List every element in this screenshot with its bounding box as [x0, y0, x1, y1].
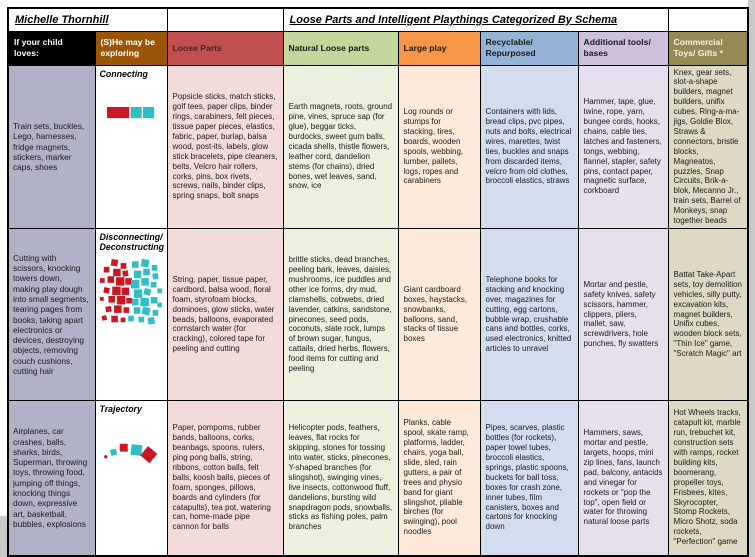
header-commercial-toys-gifts: Commercial Toys/ Gifts *	[668, 31, 748, 65]
cell-large-play: Giant cardboard boxes, haystacks, snowbanks, balloons, sand, stacks of tissue boxes	[398, 229, 480, 401]
cell-recyclable: Containers with lids, bread clips, pvc pipes, nuts and bolts, electrical wires, marettes, twist ties, buckles and snaps from discarded items, velcro from old clothes, broccoli elastics, straws	[480, 65, 578, 229]
header-natural-loose-parts: Natural Loose parts	[283, 31, 398, 65]
cell-natural: Helicopter pods, feathers, leaves, flat rocks for skipping, stones for tossing into water, sticks, pinecones, Y-shaped branches (for slingshot), swinging vines, live insects, cottonwood fluff, dandelions, bursting wild snapdragon pods, snowballs, sticks as fishing poles, palm branches	[283, 401, 398, 556]
connecting-blocks-icon	[97, 105, 166, 121]
cell-schema	[95, 65, 167, 229]
title-row	[8, 8, 748, 31]
cell-commercial: Hot Wheels tracks, catapult kit, marble run, trebuchet kit, construction sets with ramps, rocket building kits, boomerang, propeller toys, Frisbees, kites, Skyrocopter, Stomp Rockets, Micro Shotz, soda rockets, "Perfection" game	[668, 401, 748, 556]
author-name: Michelle Thornhill	[8, 8, 167, 31]
title-spacer-cell	[167, 8, 283, 31]
deconstructing-scatter-icon	[97, 256, 166, 336]
cell-loose-parts: Popsicle sticks, match sticks, golf tees, paper clips, binder rings, carabiners, felt pieces, tissue paper pieces, elastics, fabric, paper, burlap, balsa wood, post-its, labels, glow stick bracelets, pipe cleaners, belts, Velcro hair rollers, corks, pins, box rivets, screws, nails, binder clips, spring snaps, bolt snaps	[167, 65, 283, 229]
header-large-play: Large play	[398, 31, 480, 65]
page-title: Loose Parts and Intelligent Playthings Categorized By Schema	[283, 8, 668, 31]
cell-large-play: Log rounds or stumps for stacking, tires, boards, wooden spools, webbing, lumber, pallets, logs, ropes and carabiners	[398, 65, 480, 229]
cell-commercial: Battat Take-Apart sets, toy demolition vehicles, silly putty, excavation kits, magnet builders, Unifix cubes, wooden block sets, "Thin Ice" game, "Scratch Magic" art	[668, 229, 748, 401]
table-row-trajectory	[8, 401, 748, 556]
header-recyclable-repurposed: Recyclable/ Repurposed	[480, 31, 578, 65]
title-spacer-cell	[668, 8, 748, 31]
schema-table	[7, 7, 749, 557]
header-additional-tools-bases: Additional tools/ bases	[578, 31, 668, 65]
cell-large-play: Planks, cable spool, skate ramp, platforms, ladder, chairs, yoga ball, slide, sled, rain gutters, a pair of trees and physio band for giant slingshot, pliable birches (for swinging), pool noodles	[398, 401, 480, 556]
cell-tools: Mortar and pestle, safety knives, safety scissors, hammer, clippers, pliers, mallet, saw, screwdrivers, hole punches, fly swatters	[578, 229, 668, 401]
cell-commercial: Knex, gear sets, slot-a-shape builders, magnet builders, unifix cubes, Ring-a-ma-jigs, Goldie Blox, Straws & connectors, bristle blocks, Magneatos, puzzles, Snap Circuits, Brik-a-blok, Mecanno Jr., train sets, Barrel of Monkeys, snap together beads	[668, 65, 748, 229]
schema-name: Connecting	[99, 68, 148, 79]
cell-recyclable: Telephone books for stacking and knocking over, magazines for cutting, egg cartons, bubble wrap, crushable cans and bottles, corks, used electronics, knitted articles to unravel	[480, 229, 578, 401]
table-row-connecting	[8, 65, 748, 229]
table-row-disconnecting	[8, 229, 748, 401]
cell-loves: Train sets, buckles, Lego, harnesses, fridge magnets, stickers, marker caps, shoes	[8, 65, 95, 229]
schema-name: Trajectory	[99, 404, 142, 414]
header-if-your-child-loves: If your child loves:	[8, 31, 95, 65]
trajectory-arc-icon	[97, 438, 166, 470]
cell-natural: brittle sticks, dead branches, peeling bark, leaves, daisies, mushrooms, ice puddles and other ice forms, dry mud, clamshells, cobwebs, dried lavender, catkins, sandstone, pinecones, seed pods, coconuts, slate rock, lumps of brown sugar, fungus, cattails, dried herbs, flowers, food items for cutting and peeling	[283, 229, 398, 401]
cell-schema	[95, 229, 167, 401]
cell-loose-parts: String, paper, tissue paper, cardbord, balsa wood, floral foam, styrofoam blocks, dominoes, glow sticks, water beads, balloons, evaporated cornstarch water (for cracking), colored tape for peeling and cutting	[167, 229, 283, 401]
cell-schema	[95, 401, 167, 556]
cell-loves: Airplanes, car crashes, balls, sharks, birds, Superman, throwing toys, throwing food, jumping off things, knocking things down, expressive art, basketball, bubbles, explosions	[8, 401, 95, 556]
cell-tools: Hammers, saws, mortar and pestle, targets, hoops, mini zip lines, fans, launch pad, balcony, antacids and vinegar for rockets or "pop the top", open field or water for throwing natural loose parts	[578, 401, 668, 556]
header-row	[8, 31, 748, 65]
schema-name: Disconnecting/ Deconstructing	[99, 232, 165, 253]
cell-loves: Cutting with scissors, knocking towers down, making play dough into small segments, tearing pages from books, taking apart electronics or devices, destroying objects, removing couch cushions, cutting hair	[8, 229, 95, 401]
header-loose-parts: Loose Parts	[167, 31, 283, 65]
cell-natural: Earth magnets, roots, ground pine, vines, spruce sap (for glue), beggar ticks, burdocks, sweet gum balls, cicada shells, thistle flowers, leather cord, dandelion stems (for chains), dried bones, wet leaves, sand, snow, ice	[283, 65, 398, 229]
header-may-be-exploring: (S)He may be exploring	[95, 31, 167, 65]
cell-loose-parts: Paper, pompoms, rubber bands, balloons, corks, beanbags, spoons, rulers, ping pong balls, string, ribbons, cotton balls, felt balls, koosh balls, pieces of foam, sponges, pillows, boards and cylinders (for catapults), tea pot, watering can, home-made pipe cannon for balls	[167, 401, 283, 556]
cell-tools: Hammer, tape, glue, twine, rope, yarn, bungee cords, hooks, chains, cable ties, latches and fasteners, tongs, webbing, flannel, stapler, safety pins, contact paper, magnetic surface, corkboard	[578, 65, 668, 229]
cell-recyclable: Pipes, scarves, plastic bottles (for rockets), paper towel tubes, broccoli elastics, springs, plastic spoons, buckets for ball toss, boxes for crash zone, inner tubes, film canisters, boxes and cartons for knocking down	[480, 401, 578, 556]
